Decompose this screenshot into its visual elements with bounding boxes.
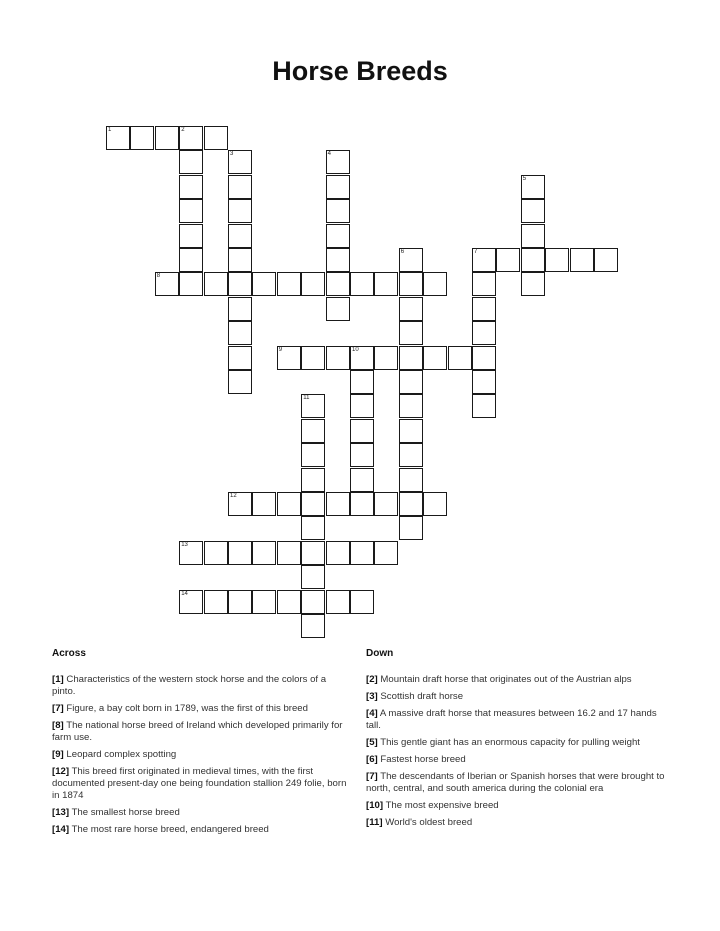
grid-cell[interactable] (301, 419, 325, 443)
grid-clue-number: 12 (230, 493, 237, 499)
grid-cell[interactable] (374, 541, 398, 565)
grid-cell[interactable] (179, 199, 203, 223)
clue-across-12: [12] This breed first originated in medieval times, with the first documented present-day one being foundation stallion 249 folie, born in 1874 (52, 766, 347, 801)
grid-cell[interactable] (228, 248, 252, 272)
grid-cell[interactable] (399, 516, 423, 540)
grid-cell[interactable] (301, 590, 325, 614)
grid-cell[interactable] (277, 346, 301, 370)
grid-cell[interactable] (521, 272, 545, 296)
grid-cell[interactable] (204, 541, 228, 565)
grid-cell[interactable] (301, 394, 325, 418)
grid-cell[interactable] (228, 370, 252, 394)
grid-cell[interactable] (326, 492, 350, 516)
grid-cell[interactable] (399, 297, 423, 321)
grid-cell[interactable] (374, 492, 398, 516)
grid-cell[interactable] (277, 541, 301, 565)
clue-down-5: [5] This gentle giant has an enormous capacity for pulling weight (366, 737, 640, 748)
clue-down-11: [11] World's oldest breed (366, 817, 473, 828)
grid-cell[interactable] (326, 150, 350, 174)
grid-cell[interactable] (301, 443, 325, 467)
grid-cell[interactable] (521, 248, 545, 272)
grid-cell[interactable] (326, 297, 350, 321)
grid-cell[interactable] (472, 321, 496, 345)
clue-across-9: [9] Leopard complex spotting (52, 749, 177, 760)
grid-clue-number: 2 (181, 127, 185, 133)
grid-cell[interactable] (106, 126, 130, 150)
grid-cell[interactable] (179, 590, 203, 614)
grid-cell[interactable] (399, 394, 423, 418)
grid-cell[interactable] (350, 419, 374, 443)
grid-cell[interactable] (326, 224, 350, 248)
grid-cell[interactable] (228, 590, 252, 614)
grid-cell[interactable] (204, 272, 228, 296)
clue-down-6: [6] Fastest horse breed (366, 754, 466, 765)
grid-cell[interactable] (423, 346, 447, 370)
grid-clue-number: 9 (278, 346, 283, 353)
grid-cell[interactable] (179, 272, 203, 296)
grid-cell[interactable] (472, 248, 496, 272)
grid-cell[interactable] (228, 150, 252, 174)
grid-cell[interactable] (326, 346, 350, 370)
grid-cell[interactable] (350, 590, 374, 614)
grid-cell[interactable] (228, 321, 252, 345)
grid-cell[interactable] (521, 224, 545, 248)
grid-clue-number: 8 (156, 273, 161, 280)
grid-cell[interactable] (228, 297, 252, 321)
grid-cell[interactable] (399, 321, 423, 345)
clue-down-2: [2] Mountain draft horse that originates out of the Austrian alps (366, 674, 632, 685)
grid-cell[interactable] (179, 126, 203, 150)
grid-cell[interactable] (326, 590, 350, 614)
clue-down-4: [4] A massive draft horse that measures between 16.2 and 17 hands tall. (366, 708, 657, 731)
grid-cell[interactable] (521, 199, 545, 223)
grid-cell[interactable] (179, 248, 203, 272)
grid-cell[interactable] (326, 272, 350, 296)
grid-cell[interactable] (228, 492, 252, 516)
grid-cell[interactable] (301, 614, 325, 638)
grid-cell[interactable] (301, 565, 325, 589)
grid-cell[interactable] (374, 272, 398, 296)
grid-cell[interactable] (301, 272, 325, 296)
grid-clue-number: 7 (474, 249, 478, 255)
grid-cell[interactable] (399, 346, 423, 370)
clue-across-1: [1] Characteristics of the western stock horse and the colors of a pinto. (52, 674, 327, 697)
grid-cell[interactable] (301, 516, 325, 540)
grid-cell[interactable] (350, 541, 374, 565)
grid-cell[interactable] (545, 248, 569, 272)
grid-cell[interactable] (179, 541, 203, 565)
grid-cell[interactable] (179, 150, 203, 174)
grid-clue-number: 13 (181, 541, 188, 548)
grid-cell[interactable] (350, 370, 374, 394)
grid-cell[interactable] (496, 248, 520, 272)
grid-cell[interactable] (350, 394, 374, 418)
grid-cell[interactable] (326, 248, 350, 272)
grid-cell[interactable] (472, 370, 496, 394)
grid-cell[interactable] (179, 175, 203, 199)
grid-cell[interactable] (570, 248, 594, 272)
grid-clue-number: 11 (303, 395, 310, 402)
grid-clue-number: 3 (230, 151, 234, 158)
grid-cell[interactable] (155, 272, 179, 296)
grid-cell[interactable] (228, 199, 252, 223)
grid-cell[interactable] (472, 272, 496, 296)
grid-cell[interactable] (204, 590, 228, 614)
clue-down-10: [10] The most expensive breed (366, 800, 499, 811)
grid-cell[interactable] (350, 272, 374, 296)
grid-cell[interactable] (350, 346, 374, 370)
grid-cell[interactable] (594, 248, 618, 272)
grid-cell[interactable] (301, 346, 325, 370)
grid-cell[interactable] (326, 199, 350, 223)
clue-down-7: [7] The descendants of Iberian or Spanish horses that were brought to north, central, and south america during the colonial era (366, 771, 665, 794)
grid-cell[interactable] (252, 590, 276, 614)
grid-cell[interactable] (228, 346, 252, 370)
grid-cell[interactable] (423, 272, 447, 296)
across-clues (52, 674, 352, 841)
grid-cell[interactable] (301, 468, 325, 492)
grid-cell[interactable] (252, 272, 276, 296)
grid-cell[interactable] (252, 541, 276, 565)
grid-cell[interactable] (423, 492, 447, 516)
clue-down-3: [3] Scottish draft horse (366, 691, 464, 702)
grid-clue-number: 4 (327, 151, 331, 158)
clue-across-7: [7] Figure, a bay colt born in 1789, was the first of this breed (52, 703, 308, 714)
grid-cell[interactable] (472, 297, 496, 321)
grid-cell[interactable] (350, 492, 374, 516)
grid-cell[interactable] (399, 370, 423, 394)
grid-cell[interactable] (228, 272, 252, 296)
grid-cell[interactable] (399, 419, 423, 443)
grid-cell[interactable] (228, 541, 252, 565)
clue-across-14: [14] The most rare horse breed, endangered breed (52, 824, 269, 835)
grid-cell[interactable] (301, 492, 325, 516)
grid-cell[interactable] (399, 492, 423, 516)
down-heading: Down (366, 648, 394, 659)
grid-cell[interactable] (521, 175, 545, 199)
grid-cell[interactable] (204, 126, 228, 150)
grid-cell[interactable] (399, 272, 423, 296)
grid-cell[interactable] (228, 224, 252, 248)
grid-clue-number: 5 (522, 175, 527, 182)
grid-cell[interactable] (277, 272, 301, 296)
grid-cell[interactable] (472, 346, 496, 370)
grid-clue-number: 1 (108, 127, 112, 133)
grid-cell[interactable] (399, 248, 423, 272)
grid-cell[interactable] (301, 541, 325, 565)
across-heading: Across (52, 648, 86, 659)
grid-cell[interactable] (252, 492, 276, 516)
down-clues (366, 674, 666, 834)
grid-cell[interactable] (130, 126, 154, 150)
grid-cell[interactable] (155, 126, 179, 150)
grid-cell[interactable] (350, 443, 374, 467)
grid-cell[interactable] (326, 541, 350, 565)
grid-clue-number: 10 (352, 346, 359, 353)
grid-cell[interactable] (179, 224, 203, 248)
grid-cell[interactable] (350, 468, 374, 492)
grid-cell[interactable] (448, 346, 472, 370)
grid-cell[interactable] (399, 468, 423, 492)
grid-clue-number: 14 (181, 590, 188, 597)
grid-cell[interactable] (374, 346, 398, 370)
grid-cell[interactable] (399, 443, 423, 467)
clue-across-8: [8] The national horse breed of Ireland which developed primarily for farm use. (52, 720, 343, 743)
grid-cell[interactable] (326, 175, 350, 199)
grid-clue-number: 6 (400, 249, 405, 255)
grid-cell[interactable] (228, 175, 252, 199)
page-title: Horse Breeds (272, 56, 448, 86)
grid-cell[interactable] (277, 492, 301, 516)
grid-cell[interactable] (472, 394, 496, 418)
clue-across-13: [13] The smallest horse breed (52, 807, 180, 818)
grid-cell[interactable] (277, 590, 301, 614)
